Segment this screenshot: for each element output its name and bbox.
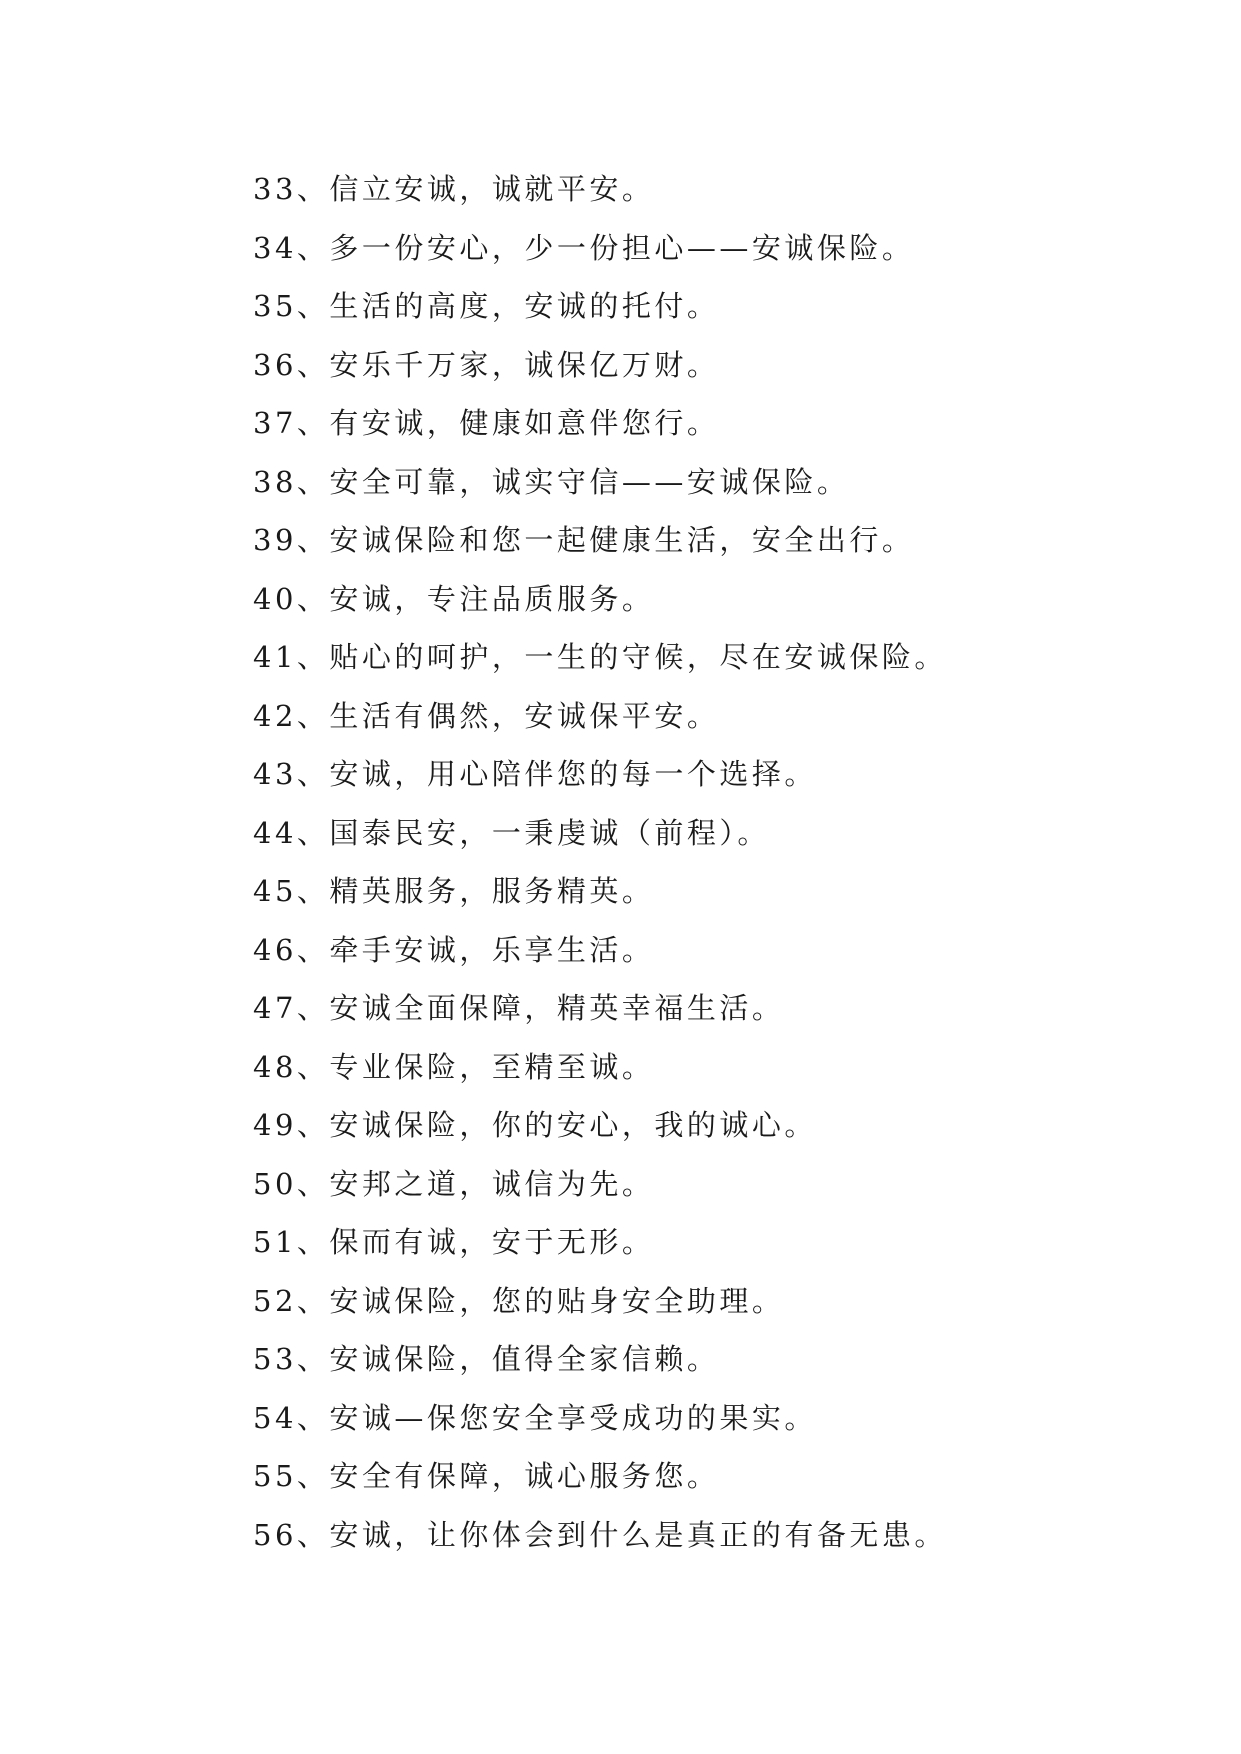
slogan-list [253,160,947,1564]
slogan-line: 39、安诚保险和您一起健康生活，安全出行。 [253,523,915,557]
slogan-line: 38、安全可靠，诚实守信——安诚保险。 [253,464,850,499]
slogan-line: 48、专业保险，至精至诚。 [253,1049,655,1084]
slogan-line: 52、安诚保险，您的贴身安全助理。 [253,1283,785,1318]
slogan-line: 53、安诚保险，值得全家信赖。 [253,1342,720,1376]
slogan-line: 34、多一份安心，少一份担心——安诚保险。 [253,230,915,265]
slogan-line: 55、安全有保障，诚心服务您。 [253,1459,720,1493]
slogan-line: 46、牵手安诚，乐享生活。 [253,932,655,967]
slogan-line: 33、信立安诚，诚就平安。 [253,172,655,206]
slogan-line: 51、保而有诚，安于无形。 [253,1225,655,1259]
slogan-line: 49、安诚保险，你的安心，我的诚心。 [253,1108,817,1142]
slogan-line: 42、生活有偶然，安诚保平安。 [253,698,720,733]
slogan-line: 36、安乐千万家，诚保亿万财。 [253,347,720,382]
slogan-line: 41、贴心的呵护，一生的守候，尽在安诚保险。 [253,640,947,674]
slogan-line: 45、精英服务，服务精英。 [253,874,655,908]
slogan-line: 50、安邦之道，诚信为先。 [253,1166,655,1201]
slogan-line: 47、安诚全面保障，精英幸福生活。 [253,991,785,1025]
slogan-line: 37、有安诚，健康如意伴您行。 [253,406,720,440]
slogan-line: 35、生活的高度，安诚的托付。 [253,289,720,323]
slogan-line: 44、国泰民安，一秉虔诚（前程）。 [253,815,770,850]
slogan-line: 56、安诚，让你体会到什么是真正的有备无患。 [253,1517,947,1552]
slogan-line: 54、安诚—保您安全享受成功的果实。 [253,1400,817,1435]
slogan-line: 43、安诚，用心陪伴您的每一个选择。 [253,757,817,791]
slogan-line: 40、安诚，专注品质服务。 [253,581,655,616]
